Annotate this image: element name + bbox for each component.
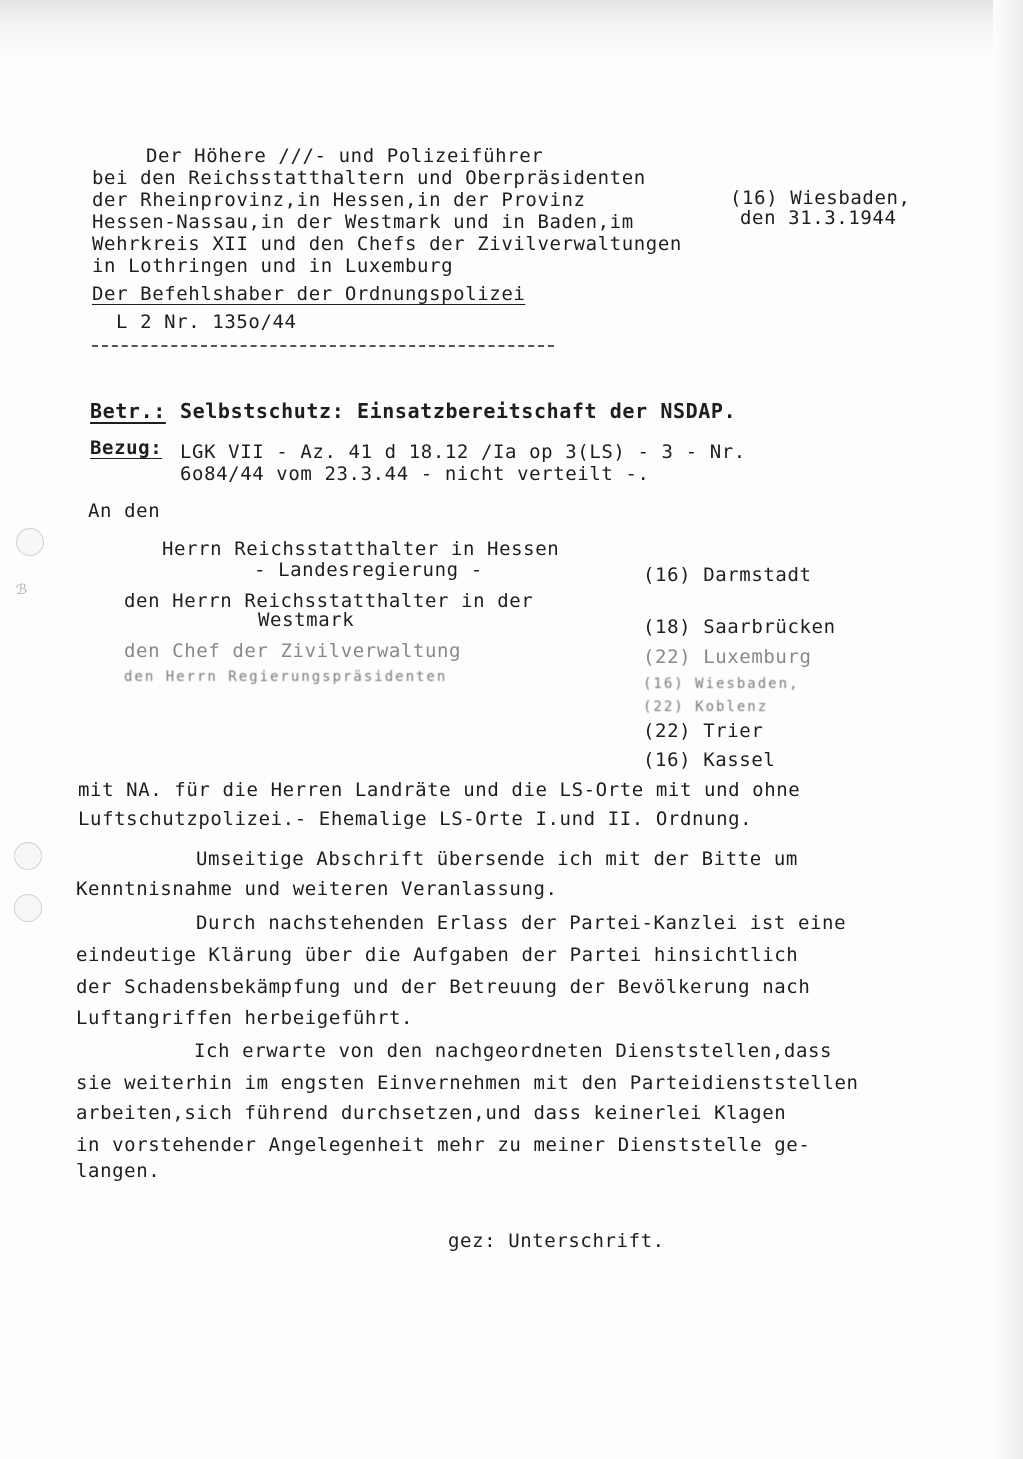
reference-line: 6o84/44 vom 23.3.44 - nicht verteilt -. (180, 463, 650, 485)
addressee-line: - Landesregierung - (254, 559, 483, 581)
reference-number: L 2 Nr. 135o/44 (116, 311, 297, 333)
body-line: eindeutige Klärung über die Aufgaben der Partei hinsichtlich (76, 944, 799, 966)
sender-line: Der Höhere ///- und Polizeiführer (146, 145, 544, 167)
distribution-note: mit NA. für die Herren Landräte und die LS-Orte mit und ohne (78, 779, 801, 801)
body-line: der Schadensbekämpfung und der Betreuung der Bevölkerung nach (76, 976, 811, 998)
punch-hole (16, 528, 44, 556)
reference-label: Bezug: (90, 437, 163, 459)
body-line: Luftangriffen herbeigeführt. (76, 1007, 414, 1029)
department-line: Der Befehlshaber der Ordnungspolizei (92, 283, 526, 305)
body-line: langen. (76, 1160, 161, 1182)
date: den 31.3.1944 (740, 207, 897, 229)
addressee-place: (22) Trier (643, 720, 764, 742)
sender-line: in Lothringen und in Luxemburg (92, 255, 454, 277)
addressee-line: den Chef der Zivilverwaltung (124, 640, 462, 662)
subject-text: Selbstschutz: Einsatzbereitschaft der NSDAP. (180, 399, 737, 423)
subject-label: Betr.: (90, 399, 166, 423)
punch-hole (14, 894, 42, 922)
addressee-place: (16) Darmstadt (643, 564, 812, 586)
sender-line: Hessen-Nassau,in der Westmark und in Baden,im (92, 211, 634, 233)
sender-line: Wehrkreis XII und den Chefs der Zivilverwaltungen (92, 233, 682, 255)
body-line: Ich erwarte von den nachgeordneten Dienststellen,dass (194, 1040, 833, 1062)
reference-line: LGK VII - Az. 41 d 18.12 /Ia op 3(LS) - 3 - Nr. (180, 441, 746, 463)
addressee-line: den Herrn Regierungspräsidenten (124, 669, 448, 685)
body-line: Durch nachstehenden Erlass der Partei-Kanzlei ist eine (196, 912, 847, 934)
body-line: Umseitige Abschrift übersende ich mit der Bitte um (196, 848, 798, 870)
addressee-line: den Herrn Reichsstatthalter in der (124, 590, 534, 612)
addressee-place: (22) Koblenz (643, 699, 769, 715)
margin-mark: ℬ (16, 582, 28, 598)
sender-line: bei den Reichsstatthaltern und Oberpräsidenten (92, 167, 646, 189)
addressee-line: Herrn Reichsstatthalter in Hessen (162, 538, 560, 560)
scan-shadow-top (0, 0, 1023, 60)
body-line: arbeiten,sich führend durchsetzen,und dass keinerlei Klagen (76, 1102, 787, 1124)
body-line: sie weiterhin im engsten Einvernehmen mit den Parteidienststellen (76, 1072, 859, 1094)
signature: gez: Unterschrift. (448, 1230, 665, 1252)
divider-dashes (92, 345, 554, 347)
addressee-intro: An den (88, 500, 161, 522)
scan-shadow-right (993, 0, 1023, 1459)
addressee-place: (16) Kassel (643, 749, 776, 771)
addressee-place: (22) Luxemburg (643, 646, 812, 668)
addressee-place: (18) Saarbrücken (643, 616, 836, 638)
addressee-line: Westmark (258, 609, 355, 631)
place: (16) Wiesbaden, (730, 187, 911, 209)
addressee-place: (16) Wiesbaden, (643, 676, 800, 692)
body-line: in vorstehender Angelegenheit mehr zu meiner Dienststelle ge- (76, 1134, 811, 1156)
sender-line: der Rheinprovinz,in Hessen,in der Provinz (92, 189, 586, 211)
distribution-note: Luftschutzpolizei.- Ehemalige LS-Orte I.und II. Ordnung. (78, 808, 753, 830)
body-line: Kenntnisnahme und weiteren Veranlassung. (76, 878, 558, 900)
punch-hole (14, 842, 42, 870)
